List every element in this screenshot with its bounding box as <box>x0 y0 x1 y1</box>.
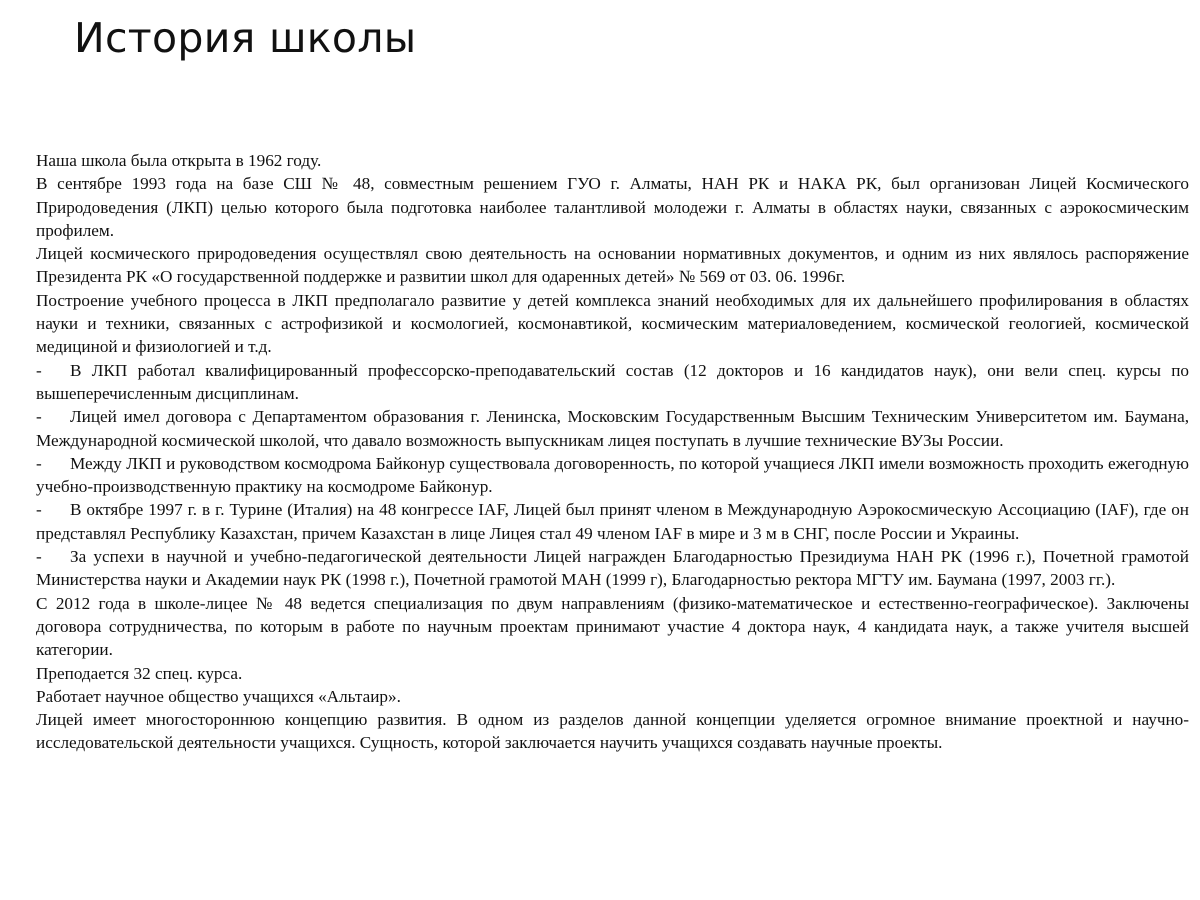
paragraph-specialization <box>36 592 1189 662</box>
paragraph-text: Лицей имеет многостороннюю концепцию развития. В одном из разделов данной концепции уделяется огромное внимание проектной и научно-исследовательской деятельности учащихся. Сущность, которой заключается научить учащихся создавать научные проекты. <box>36 710 1189 753</box>
body-text <box>36 149 1189 755</box>
paragraph-curriculum <box>36 289 1189 359</box>
paragraph-concept <box>36 708 1189 755</box>
bullet-baikonur <box>36 452 1189 499</box>
bullet-agreements <box>36 405 1189 452</box>
bullet-dash: - <box>36 547 42 567</box>
paragraph-text: За успехи в научной и учебно-педагогической деятельности Лицей награжден Благодарностью Президиума НАН РК (1996 г.), Почетной грамотой Министерства науки и Академии наук РК (1998 г.), Почетной грамотой МАН (1999 г), Благодарностью ректора МГТУ им. Баумана (1997, 2003 гг.). <box>36 547 1189 590</box>
paragraph-courses <box>36 662 1189 685</box>
paragraph-founding <box>36 172 1189 242</box>
slide-title: История школы <box>74 14 417 62</box>
paragraph-text: С 2012 года в школе-лицее № 48 ведется специализация по двум направлениям (физико-математическое и естественно-географическое). Заключены договора сотрудничества, по которым в работе по научным проектам принимают участие 4 доктора наук, 4 кандидата наук, а также учителя высшей категории. <box>36 593 1189 660</box>
paragraph-society <box>36 685 1189 708</box>
paragraph-text: Преподается 32 спец. курса. <box>36 663 243 683</box>
paragraph-regulation <box>36 242 1189 289</box>
paragraph-text: В октябре 1997 г. в г. Турине (Италия) на 48 конгрессе IAF, Лицей был принят членом в Международную Аэрокосмическую Ассоциацию (IAF), где он представлял Республику Казахстан, причем Казахстан в лице Лицея стал 49 членом IAF в мире и 3 м в СНГ, после России и Украины. <box>36 500 1189 543</box>
paragraph-text: В сентябре 1993 года на базе СШ № 48, совместным решением ГУО г. Алматы, НАН РК и НАКА РК, был организован Лицей Космического Природоведения (ЛКП) целью которого была подготовка наиболее талантливой молодежи г. Алматы в областях науки, связанных с аэрокосмическим профилем. <box>36 174 1189 240</box>
bullet-iaf <box>36 498 1189 545</box>
paragraph-text: Работает научное общество учащихся «Альтаир». <box>36 686 401 706</box>
bullet-awards <box>36 545 1189 592</box>
bullet-staff <box>36 359 1189 406</box>
paragraph-text: Наша школа была открыта в 1962 году. <box>36 151 322 170</box>
paragraph-text: Построение учебного процесса в ЛКП предполагало развитие у детей комплекса знаний необходимых для их дальнейшего профилирования в областях науки и техники, связанных с астрофизикой и космологией, космонавтикой, космическим материаловедением, космической геологией, космической медициной и физиологией и т.д. <box>36 290 1189 357</box>
paragraph-opening <box>36 149 1189 172</box>
paragraph-text: В ЛКП работал квалифицированный профессорско-преподавательский состав (12 докторов и 16 кандидатов наук), они вели спец. курсы по вышеперечисленным дисциплинам. <box>36 360 1189 403</box>
paragraph-text: Лицей имел договора с Департаментом образования г. Ленинска, Московским Государственным Высшим Техническим Университетом им. Баумана, Международной космической школой, что давало возможность выпускникам лицея поступать в лучшие технические ВУЗы России. <box>36 407 1189 450</box>
paragraph-text: Между ЛКП и руководством космодрома Байконур существовала договоренность, по которой учащиеся ЛКП имели возможность проходить ежегодную учебно-производственную практику на космодроме Байконур. <box>36 453 1189 497</box>
bullet-dash: - <box>36 453 42 473</box>
bullet-dash: - <box>36 500 42 520</box>
bullet-dash: - <box>36 360 42 380</box>
bullet-dash: - <box>36 407 42 427</box>
paragraph-text: Лицей космического природоведения осуществлял свою деятельность на основании нормативных документов, и одним из них являлось распоряжение Президента РК «О государственной поддержке и развитии школ для одаренных детей» № 569 от 03. 06. 1996г. <box>36 244 1189 287</box>
